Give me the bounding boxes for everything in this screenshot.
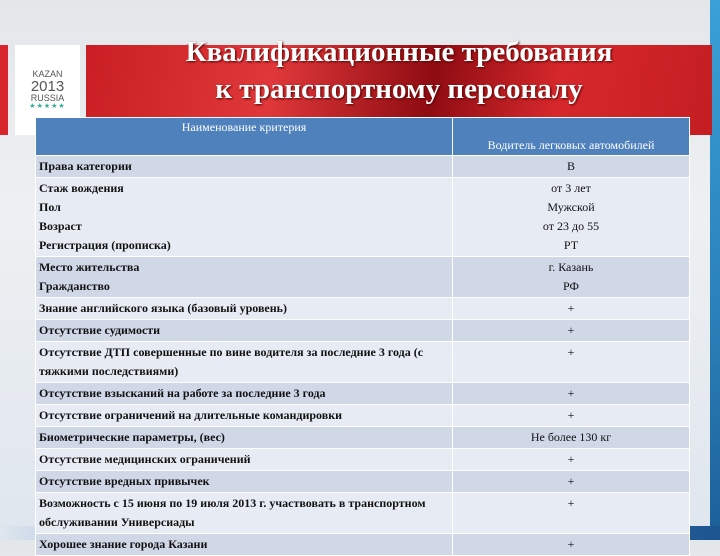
criteria-cell xyxy=(36,493,453,534)
value-text: B xyxy=(566,159,575,173)
table-row xyxy=(36,427,690,449)
table-row xyxy=(36,178,690,257)
criteria-cell xyxy=(36,178,453,257)
table-row xyxy=(36,257,690,298)
value-cell xyxy=(453,342,690,383)
criteria-text: Место жительства xyxy=(39,260,140,274)
criteria-cell xyxy=(36,471,453,493)
value-text: + xyxy=(567,386,575,400)
logo-stars-icon: ★★★★★ xyxy=(29,103,66,110)
value-cell xyxy=(453,449,690,471)
value-cell xyxy=(453,320,690,342)
logo-country: RUSSIA xyxy=(30,93,65,103)
value-text: + xyxy=(567,537,575,551)
table-row xyxy=(36,493,690,534)
value-cell xyxy=(453,427,690,449)
criteria-text: Отсутствие вредных привычек xyxy=(39,474,210,488)
table-row xyxy=(36,449,690,471)
criteria-cell xyxy=(36,383,453,405)
criteria-cell xyxy=(36,320,453,342)
criteria-text: Отсутствие судимости xyxy=(39,323,161,337)
criteria-text: Возможность с 15 июня по 19 июля 2013 г. участвовать в транспортном обслуживании Универсиады xyxy=(39,496,426,529)
requirements-table xyxy=(35,117,690,556)
table-row xyxy=(36,156,690,178)
value-text: + xyxy=(567,301,575,315)
value-text: + xyxy=(567,452,575,466)
criteria-cell xyxy=(36,342,453,383)
value-cell xyxy=(453,405,690,427)
value-cell xyxy=(453,298,690,320)
title-line-2: к транспортному персоналу xyxy=(215,73,583,105)
logo-text: KAZAN xyxy=(32,69,63,79)
value-text: + xyxy=(567,496,575,510)
value-text: от 3 лет xyxy=(551,181,591,195)
criteria-text: Стаж вождения xyxy=(39,181,124,195)
value-cell xyxy=(453,178,690,257)
table-row xyxy=(36,298,690,320)
table-row xyxy=(36,342,690,383)
table-row xyxy=(36,320,690,342)
criteria-text: Биометрические параметры, (вес) xyxy=(39,430,225,444)
title-line-1: Квалификационные требования xyxy=(185,36,613,68)
criteria-text: Хорошее знание города Казани xyxy=(39,537,208,551)
red-band xyxy=(0,45,8,135)
value-cell xyxy=(453,471,690,493)
value-cell xyxy=(453,534,690,556)
value-text: г. Казань xyxy=(548,260,594,274)
value-cell xyxy=(453,257,690,298)
value-text: от 23 до 55 xyxy=(542,219,600,233)
page-title xyxy=(86,34,712,108)
criteria-text: Отсутствие ограничений на длительные командировки xyxy=(39,408,343,422)
table-row xyxy=(36,471,690,493)
criteria-cell xyxy=(36,427,453,449)
criteria-cell xyxy=(36,534,453,556)
value-cell xyxy=(453,383,690,405)
criteria-text: Возраст xyxy=(39,219,82,233)
value-text: РТ xyxy=(563,238,579,252)
value-text: Не более 130 кг xyxy=(530,430,612,444)
criteria-cell xyxy=(36,298,453,320)
header-criteria: Наименование критерия xyxy=(36,118,453,156)
criteria-text: Отсутствие взысканий на работе за последние 3 года xyxy=(39,386,326,400)
criteria-cell xyxy=(36,405,453,427)
value-text: + xyxy=(567,345,575,359)
criteria-text: Регистрация (прописка) xyxy=(39,238,171,252)
value-text: Мужской xyxy=(547,200,595,214)
value-text: + xyxy=(567,323,575,337)
value-cell xyxy=(453,156,690,178)
value-text: + xyxy=(567,408,575,422)
table-row xyxy=(36,383,690,405)
criteria-text: Отсутствие медицинских ограничений xyxy=(39,452,251,466)
header-driver: Водитель легковых автомобилей xyxy=(453,118,690,156)
criteria-text: Гражданство xyxy=(39,279,110,293)
value-cell xyxy=(453,493,690,534)
value-text: + xyxy=(567,474,575,488)
criteria-cell xyxy=(36,156,453,178)
criteria-cell xyxy=(36,449,453,471)
logo-year: 2013 xyxy=(30,78,65,95)
criteria-cell xyxy=(36,257,453,298)
criteria-text: Пол xyxy=(39,200,61,214)
table-row xyxy=(36,405,690,427)
criteria-text: Знание английского языка (базовый уровень) xyxy=(39,301,288,315)
value-text: РФ xyxy=(563,279,579,293)
criteria-text: Права категории xyxy=(39,159,132,173)
table-row xyxy=(36,534,690,556)
criteria-text: Отсутствие ДТП совершенные по вине водителя за последние 3 года (с тяжкими последствиями) xyxy=(39,345,424,378)
